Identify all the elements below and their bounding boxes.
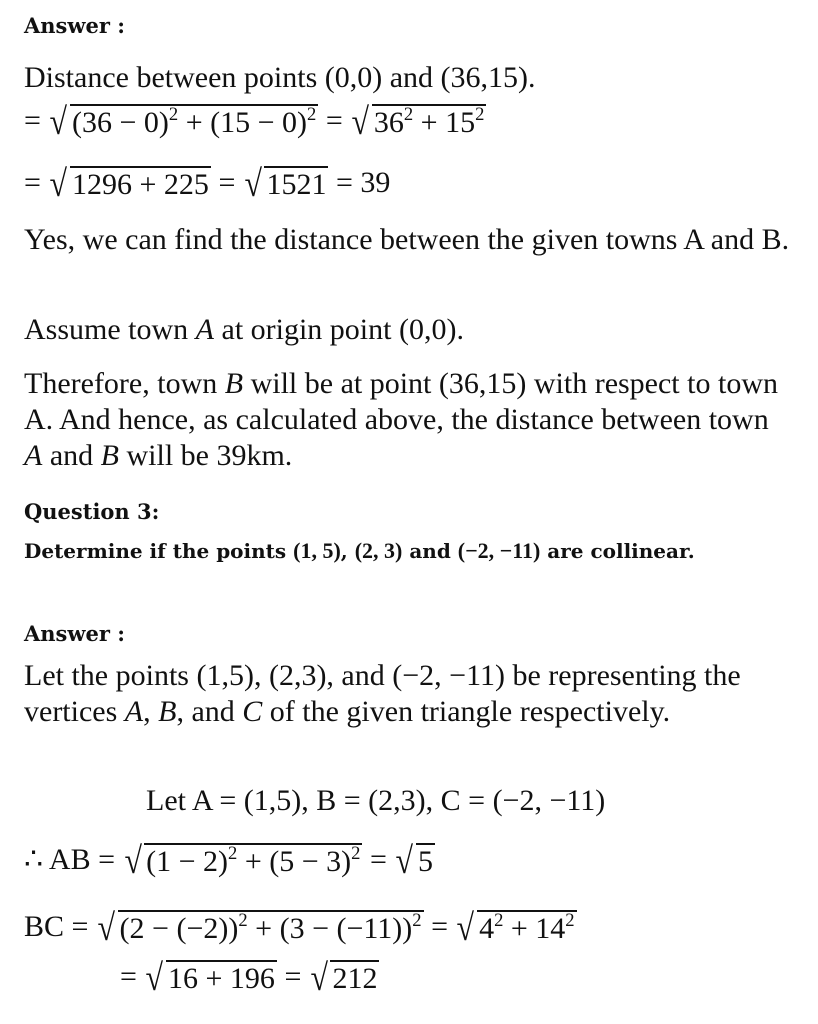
radical-1: √ $(36 - 0)^2 + (15 - 0)^2$ [49, 102, 317, 144]
distance-result: 39 [360, 166, 391, 199]
rad-term-3: 36 [373, 106, 404, 140]
rad-term-2: (15 − 0) [210, 106, 308, 140]
let-points: Let A = (1,5), B = (2,3), C = (−2, −11) [146, 784, 606, 817]
distance-equation-2: = √ 1296 + 225 = √ 1521 = 39 [24, 164, 391, 206]
para-origin: Assume town A at origin point (0,0). [24, 313, 464, 346]
equals-sign: = [24, 104, 41, 137]
radical-bc: √ $(2 - (-2))^2 + (3 - (-11))^2$ [97, 908, 422, 950]
bc-equation-2: = √ 16 + 196 = √ 212 [120, 958, 378, 1000]
para-vertices: Let the points (1,5), (2,3), and (−2, −11) be representing the vertices A, B, and C of the given triangle respectively. [24, 659, 741, 728]
rad-term-4: 15 [445, 106, 476, 140]
question-text: Determine if the points (1, 5), (2, 3) and (−2, −11) are collinear. [24, 538, 695, 563]
rad-term-1: (36 − 0) [72, 106, 169, 140]
para-town-b: Therefore, town B will be at point (36,15) with respect to town A. And hence, as calculated above, the distance between town A and B will be 39km. [24, 367, 778, 472]
distance-intro: Distance between points (0,0) and (36,15). [24, 61, 536, 94]
radical-ab: √ $(1 - 2)^2 + (5 - 3)^2$ [124, 841, 361, 883]
radical-4: √ 1521 [244, 164, 327, 206]
radical-bc-result: √ $4^2 + 14^2$ [457, 908, 575, 950]
distance-equation-1: = √ $(36 - 0)^2 + (15 - 0)^2$ = √ $36^2 + 15^2$ [24, 102, 485, 144]
ab-equation: ∴ AB = √ $(1 - 2)^2 + (5 - 3)^2$ = √ 5 [24, 841, 433, 883]
radical-3: √ 1296 + 225 [49, 164, 209, 206]
bc-equation: BC = √ $(2 - (-2))^2 + (3 - (-11))^2$ = √ $4^2 + 14^2$ [24, 908, 575, 950]
question-label: Question 3: [24, 499, 160, 524]
radical-bc-3: √ 212 [310, 958, 378, 1000]
plus: + [185, 106, 203, 140]
para-towns: Yes, we can find the distance between the given towns A and B. [24, 223, 790, 256]
answer-label-2: Answer : [24, 621, 125, 646]
radical-ab-result: √ 5 [395, 841, 433, 883]
radical-bc-2: √ 16 + 196 [145, 958, 275, 1000]
answer-label: Answer : [24, 13, 125, 38]
radical-2: √ $36^2 + 15^2$ [351, 102, 485, 144]
